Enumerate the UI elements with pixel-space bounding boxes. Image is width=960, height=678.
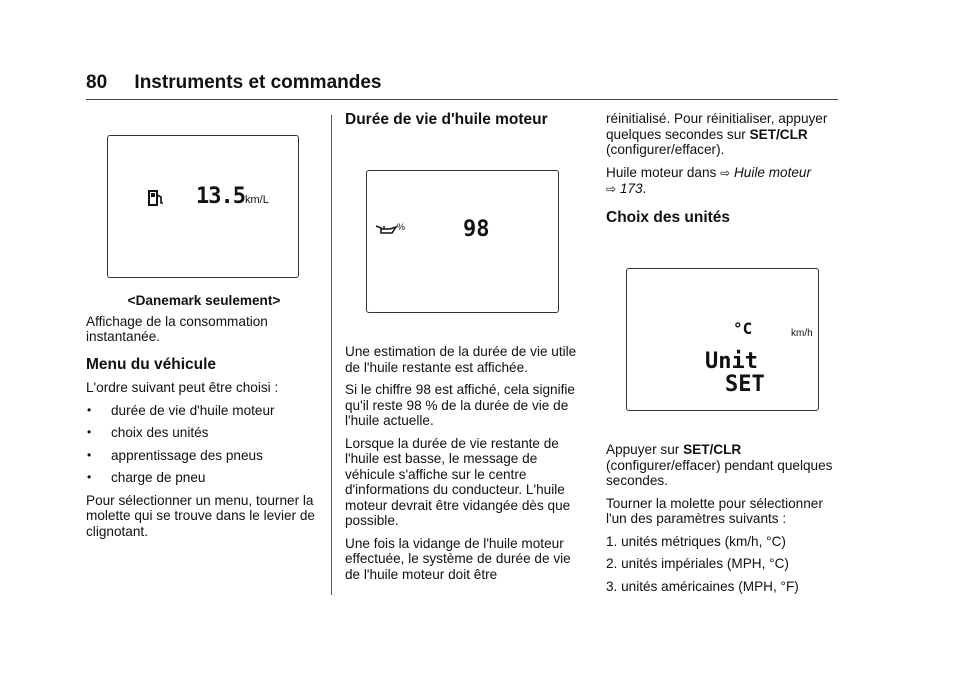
units-display [626, 268, 819, 411]
units-line-2: SET [725, 372, 765, 397]
consumption-value: 13.5 [196, 184, 245, 209]
menu-list [86, 403, 322, 486]
paragraph: Appuyer sur SET/CLR (configurer/effacer) pendant quelques secondes. [606, 442, 833, 488]
fuel-pump-icon [148, 189, 164, 207]
section-heading: Menu du véhicule [86, 355, 217, 373]
page-number: 80 [86, 72, 108, 93]
page-header [86, 72, 382, 94]
paragraph: Lorsque la durée de vie restante de l'huile est basse, le message de véhicule s'affiche sur le centre d'informations du conducteur. L'huile moteur devrait être vidangée dès que possible. [345, 435, 571, 528]
list-item: 3. unités américaines (MPH, °F) [606, 578, 799, 594]
oil-life-value: 98 [463, 217, 490, 242]
column-divider [331, 115, 332, 595]
fuel-consumption-display [107, 135, 299, 278]
list-item: • durée de vie d'huile moteur [86, 403, 322, 419]
reference-arrow-icon: ⇨ [606, 182, 617, 196]
list-item: • choix des unités [86, 425, 322, 441]
paragraph: Tourner la molette pour sélectionner l'un des paramètres suivants : [606, 495, 823, 526]
temperature-unit: °C [733, 319, 753, 338]
units-line-1: Unit [705, 349, 758, 374]
oil-life-display [366, 170, 559, 313]
reference-page: 173 [619, 181, 643, 196]
paragraph: Pour sélectionner un menu, tourner la molette qui se trouve dans le levier de clignotant. [86, 492, 315, 539]
figure-caption: <Danemark seulement> [127, 293, 281, 308]
paragraph: réinitialisé. Pour réinitialiser, appuyer quelques secondes sur SET/CLR (configurer/effacer). [606, 111, 828, 157]
cross-reference: Huile moteur dans ⇨ Huile moteur ⇨ 173. [606, 164, 812, 196]
list-item: • apprentissage des pneus [86, 448, 322, 464]
page-title: Instruments et commandes [134, 72, 382, 93]
percent-sign: % [397, 222, 406, 232]
reference-arrow-icon: ⇨ [720, 165, 731, 180]
oil-can-icon [375, 223, 397, 235]
list-item: 2. unités impériales (MPH, °C) [606, 556, 789, 571]
section-heading: Durée de vie d'huile moteur [345, 111, 548, 128]
paragraph: Si le chiffre 98 est affiché, cela signifie qu'il reste 98 % de la durée de vie de l'huile actuelle. [345, 382, 575, 428]
header-rule [86, 99, 838, 100]
paragraph: L'ordre suivant peut être choisi : [86, 380, 279, 395]
consumption-unit: km/L [245, 194, 269, 206]
paragraph: Une estimation de la durée de vie utile de l'huile restante est affichée. [345, 344, 577, 375]
section-heading: Choix des unités [606, 208, 731, 226]
list-item: • charge de pneu [86, 470, 322, 486]
list-item: 1. unités métriques (km/h, °C) [606, 533, 786, 549]
speed-unit: km/h [791, 328, 813, 339]
paragraph: Affichage de la consommation instantanée. [86, 313, 268, 344]
paragraph: Une fois la vidange de l'huile moteur effectuée, le système de durée de vie de l'huile moteur doit être [345, 535, 571, 582]
